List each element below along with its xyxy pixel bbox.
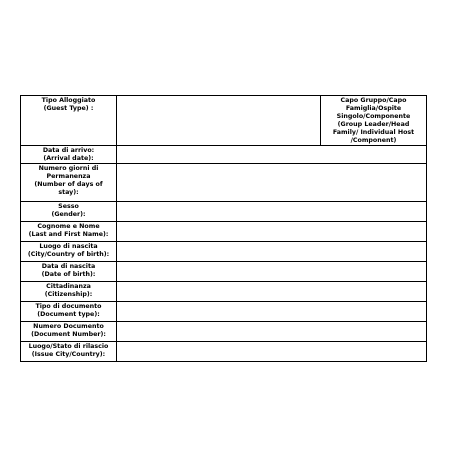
gender-row [21,202,427,222]
name-label: Cognome e Nome (Last and First Name): [28,223,109,238]
days-of-stay-label: Numero giorni di Permanenza (Number of days of stay): [34,165,103,196]
arrival-date-label: Data di arrivo: (Arrival date): [42,147,95,162]
arrival-date-label-cell [21,146,117,164]
guest-type-row [21,96,427,146]
citizenship-field[interactable] [117,282,427,302]
name-row [21,222,427,242]
guest-type-label: Tipo Alloggiato (Guest Type) : [41,97,96,112]
days-of-stay-row [21,164,427,202]
birth-place-label: Luogo di nascita (City/Country of birth): [27,243,110,258]
birth-date-label: Data di nascita (Date of birth): [41,263,96,278]
guest-type-options-label: Capo Gruppo/Capo Famiglia/Ospite Singolo/Componente (Group Leader/Head Family/ Individual Host /Component) [332,97,415,144]
birth-date-field[interactable] [117,262,427,282]
issue-place-label: Luogo/Stato di rilascio (Issue City/Country): [28,343,109,358]
gender-label-cell [21,202,117,222]
arrival-date-row [21,146,427,164]
document-type-label: Tipo di documento (Document type): [35,303,102,318]
citizenship-label-cell [21,282,117,302]
arrival-date-field[interactable] [117,146,427,164]
document-number-field[interactable] [117,322,427,342]
name-field[interactable] [117,222,427,242]
birth-place-row [21,242,427,262]
issue-place-label-cell [21,342,117,362]
issue-place-field[interactable] [117,342,427,362]
days-of-stay-field[interactable] [117,164,427,202]
citizenship-label: Cittadinanza (Citizenship): [44,283,93,298]
citizenship-row [21,282,427,302]
gender-label: Sesso (Gender): [51,203,86,218]
days-of-stay-label-cell [21,164,117,202]
document-type-label-cell [21,302,117,322]
issue-place-row [21,342,427,362]
birth-place-field[interactable] [117,242,427,262]
name-label-cell [21,222,117,242]
document-number-row [21,322,427,342]
birth-date-row [21,262,427,282]
document-type-row [21,302,427,322]
birth-date-label-cell [21,262,117,282]
guest-type-options-cell [321,96,427,146]
gender-field[interactable] [117,202,427,222]
document-type-field[interactable] [117,302,427,322]
guest-type-label-cell [21,96,117,146]
document-number-label: Numero Documento (Document Number): [31,323,106,338]
guest-type-field[interactable] [117,96,321,146]
guest-registration-form [20,95,427,362]
document-number-label-cell [21,322,117,342]
birth-place-label-cell [21,242,117,262]
